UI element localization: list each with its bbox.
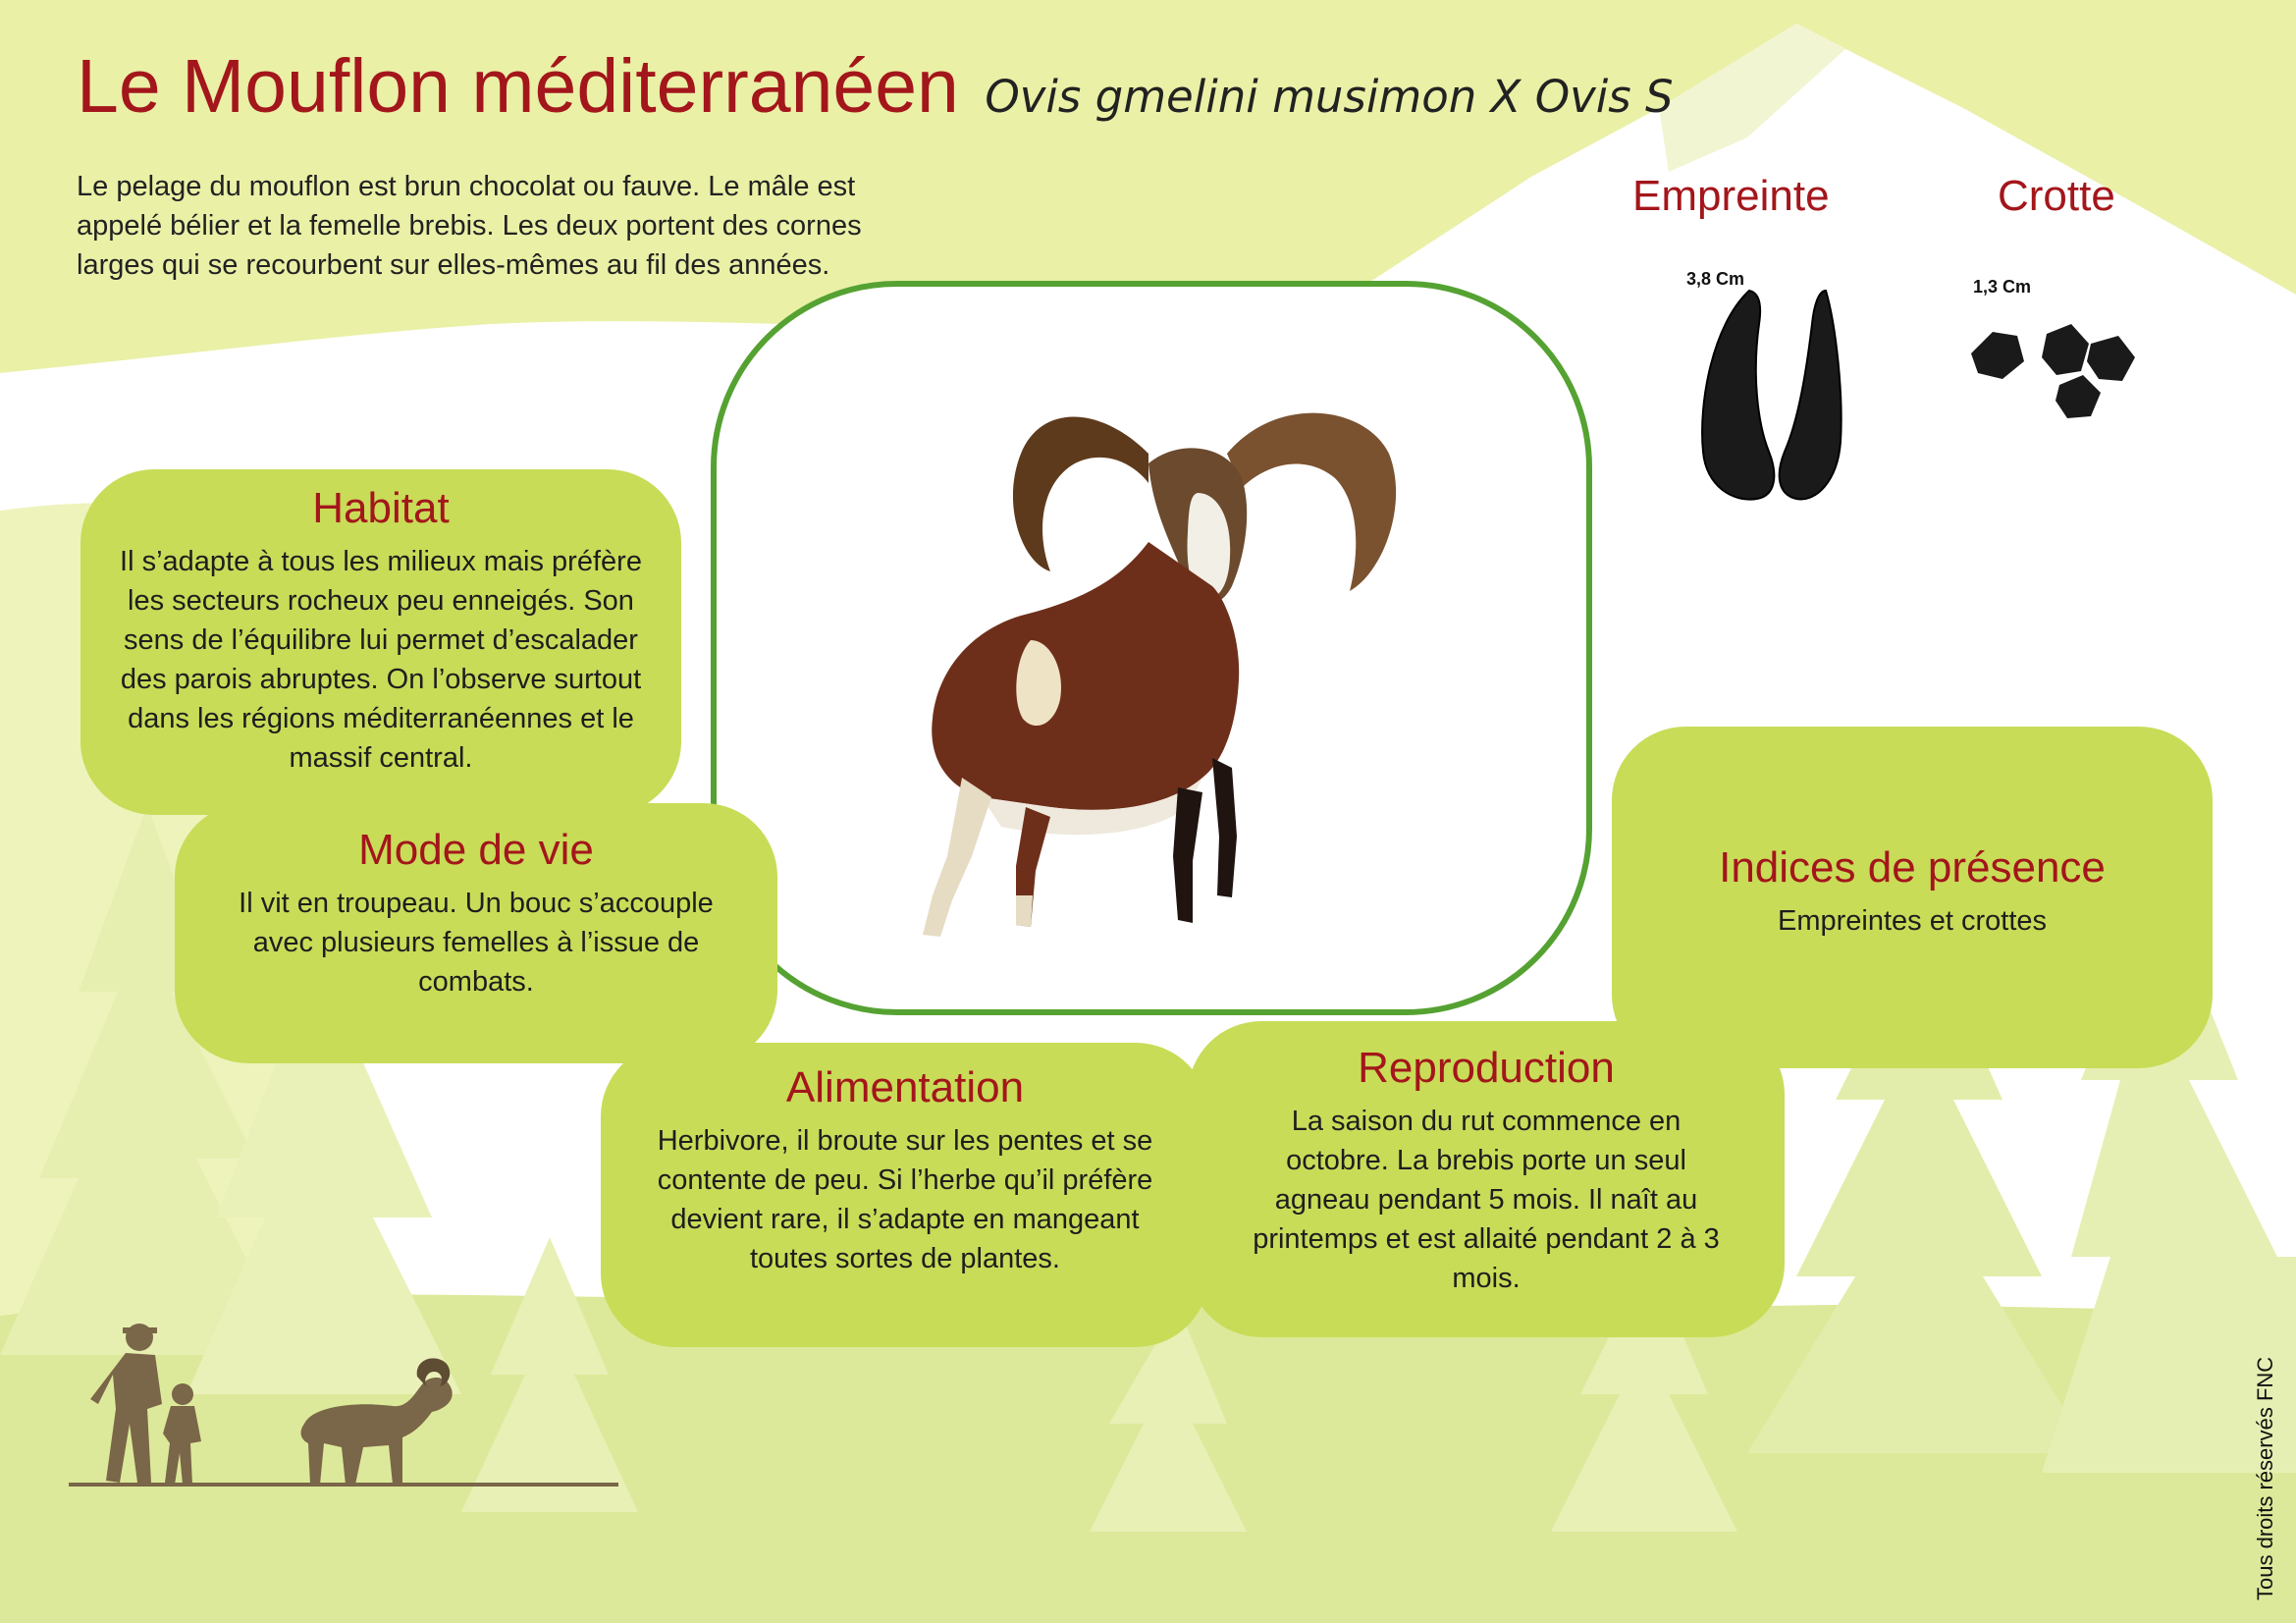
hikers-and-mouflon-silhouette: [69, 1316, 540, 1488]
header: [77, 43, 1674, 131]
indices-title: Indices de présence: [1719, 843, 2106, 892]
habitat-text: Il s’adapte à tous les milieux mais préfère les secteurs rocheux peu enneigés. Son sens de l’équilibre lui permet d’escalader des parois abruptes. On l’observe surtout dans les régions méditerranéennes et le massif central.: [120, 546, 642, 774]
habitat-title: Habitat: [312, 484, 450, 532]
crotte-size: 1,3 Cm: [1973, 277, 2032, 297]
mouflon-illustration-frame: [711, 281, 1592, 1015]
alimentation-title: Alimentation: [785, 1063, 1025, 1111]
reproduction-section: [1188, 1021, 1785, 1337]
page-title: Le Mouflon méditerranéen: [77, 44, 959, 129]
habitat-section: [80, 469, 681, 815]
mode-de-vie-text: Il vit en troupeau. Un bouc s’accouple avec plusieurs femelles à l’issue de combats.: [239, 888, 714, 998]
empreinte-size: 3,8 Cm: [1686, 269, 1745, 289]
alimentation-section: [601, 1043, 1209, 1347]
intro-text: Le pelage du mouflon est brun chocolat ou fauve. Le mâle est appelé bélier et la femelle brebis. Les deux portent des cornes larges qui se recourbent sur elles-mêmes au fil des années.: [77, 171, 862, 281]
empreinte-title: Empreinte: [1632, 172, 1830, 220]
indices-text: Empreintes et crottes: [1778, 905, 2047, 937]
alimentation-text: Herbivore, il broute sur les pentes et se contente de peu. Si l’herbe qu’il préfère devient rare, il s’adapte en mangeant toutes sortes de plantes.: [657, 1125, 1153, 1274]
mouflon-illustration: [854, 346, 1463, 954]
reproduction-text: La saison du rut commence en octobre. La brebis porte un seul agneau pendant 5 mois. Il naît au printemps et est allaité pendant 2 à 3 mois.: [1253, 1106, 1720, 1294]
mode-de-vie-section: [175, 803, 777, 1063]
copyright-text: Tous droits réservés FNC: [2253, 1356, 2277, 1600]
footprint-icon: [1688, 285, 1865, 511]
latin-name: Ovis gmelini musimon X Ovis S: [985, 71, 1674, 123]
reproduction-title: Reproduction: [1358, 1044, 1615, 1092]
droppings-icon: [1963, 314, 2160, 432]
mode-de-vie-title: Mode de vie: [358, 826, 594, 874]
crotte-title: Crotte: [1998, 172, 2115, 220]
indices-section: [1612, 727, 2213, 1068]
